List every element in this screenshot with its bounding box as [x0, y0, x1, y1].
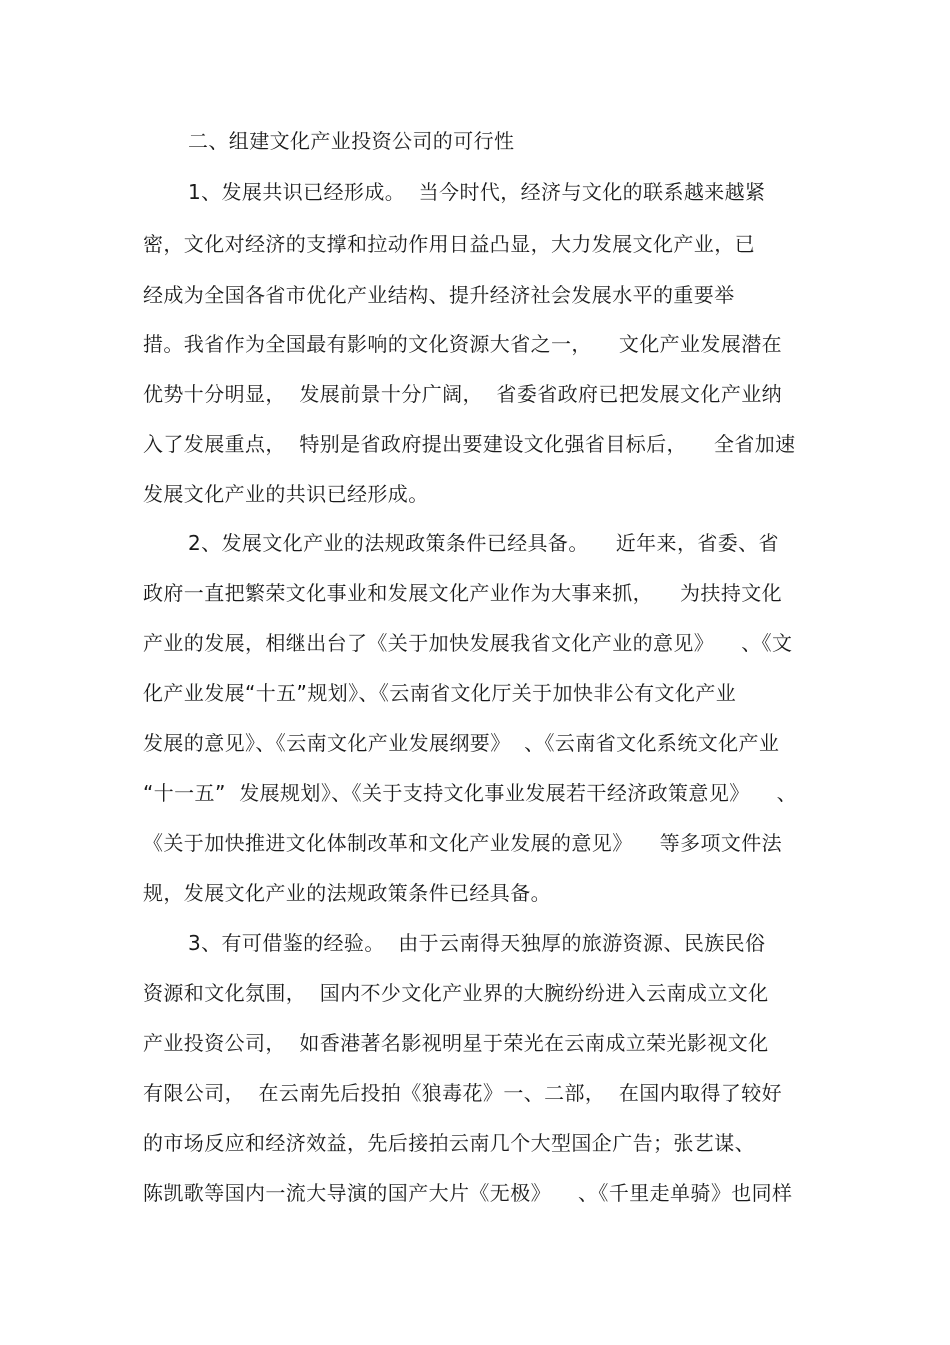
paragraph-line: 资源和文化氛围， 国内不少文化产业界的大腕纷纷进入云南成立文化	[143, 981, 769, 1005]
paragraph-line: 经成为全国各省市优化产业结构、提升经济社会发展水平的重要举	[143, 283, 735, 307]
paragraph-line: 1、发展共识已经形成。 当今时代，经济与文化的联系越来越紧	[188, 180, 766, 204]
paragraph-line: 的市场反应和经济效益，先后接拍云南几个大型国企广告；张艺谋、	[143, 1131, 755, 1155]
paragraph-line: 措。我省作为全国最有影响的文化资源大省之一， 文化产业发展潜在	[143, 332, 783, 356]
paragraph-line: 3、有可借鉴的经验。 由于云南得天独厚的旅游资源、民族民俗	[188, 931, 766, 955]
paragraph-line: 陈凯歌等国内一流大导演的国产大片《无极》 、《千里走单骑》也同样	[143, 1181, 793, 1205]
paragraph-line: 2、发展文化产业的法规政策条件已经具备。 近年来，省委、省	[188, 531, 779, 555]
paragraph-line: 入了发展重点， 特别是省政府提出要建设文化强省目标后， 全省加速	[143, 432, 796, 456]
paragraph-line: 产业的发展，相继出台了《关于加快发展我省文化产业的意见》 、《文	[143, 631, 793, 655]
paragraph-line: 《关于加快推进文化体制改革和文化产业发展的意见》 等多项文件法	[143, 831, 783, 855]
paragraph-line: 优势十分明显， 发展前景十分广阔， 省委省政府已把发展文化产业纳	[143, 382, 783, 406]
paragraph-line: “十一五” 发展规划》、《关于支持文化事业发展若干经济政策意见》 、	[143, 781, 798, 805]
paragraph-line: 政府一直把繁荣文化事业和发展文化产业作为大事来抓， 为扶持文化	[143, 581, 783, 605]
section-heading: 二、组建文化产业投资公司的可行性	[188, 129, 515, 153]
paragraph-line: 密，文化对经济的支撑和拉动作用日益凸显，大力发展文化产业，已	[143, 232, 755, 256]
paragraph-line: 有限公司， 在云南先后投拍《狼毒花》一、二部， 在国内取得了较好	[143, 1081, 783, 1105]
paragraph-line: 化产业发展“十五”规划》、《云南省文化厅关于加快非公有文化产业	[143, 681, 737, 705]
paragraph-line: 规，发展文化产业的法规政策条件已经具备。	[143, 881, 551, 905]
paragraph-line: 发展文化产业的共识已经形成。	[143, 482, 429, 506]
paragraph-line: 产业投资公司， 如香港著名影视明星于荣光在云南成立荣光影视文化	[143, 1031, 769, 1055]
paragraph-line: 发展的意见》、《云南文化产业发展纲要》 、《云南省文化系统文化产业	[143, 731, 780, 755]
